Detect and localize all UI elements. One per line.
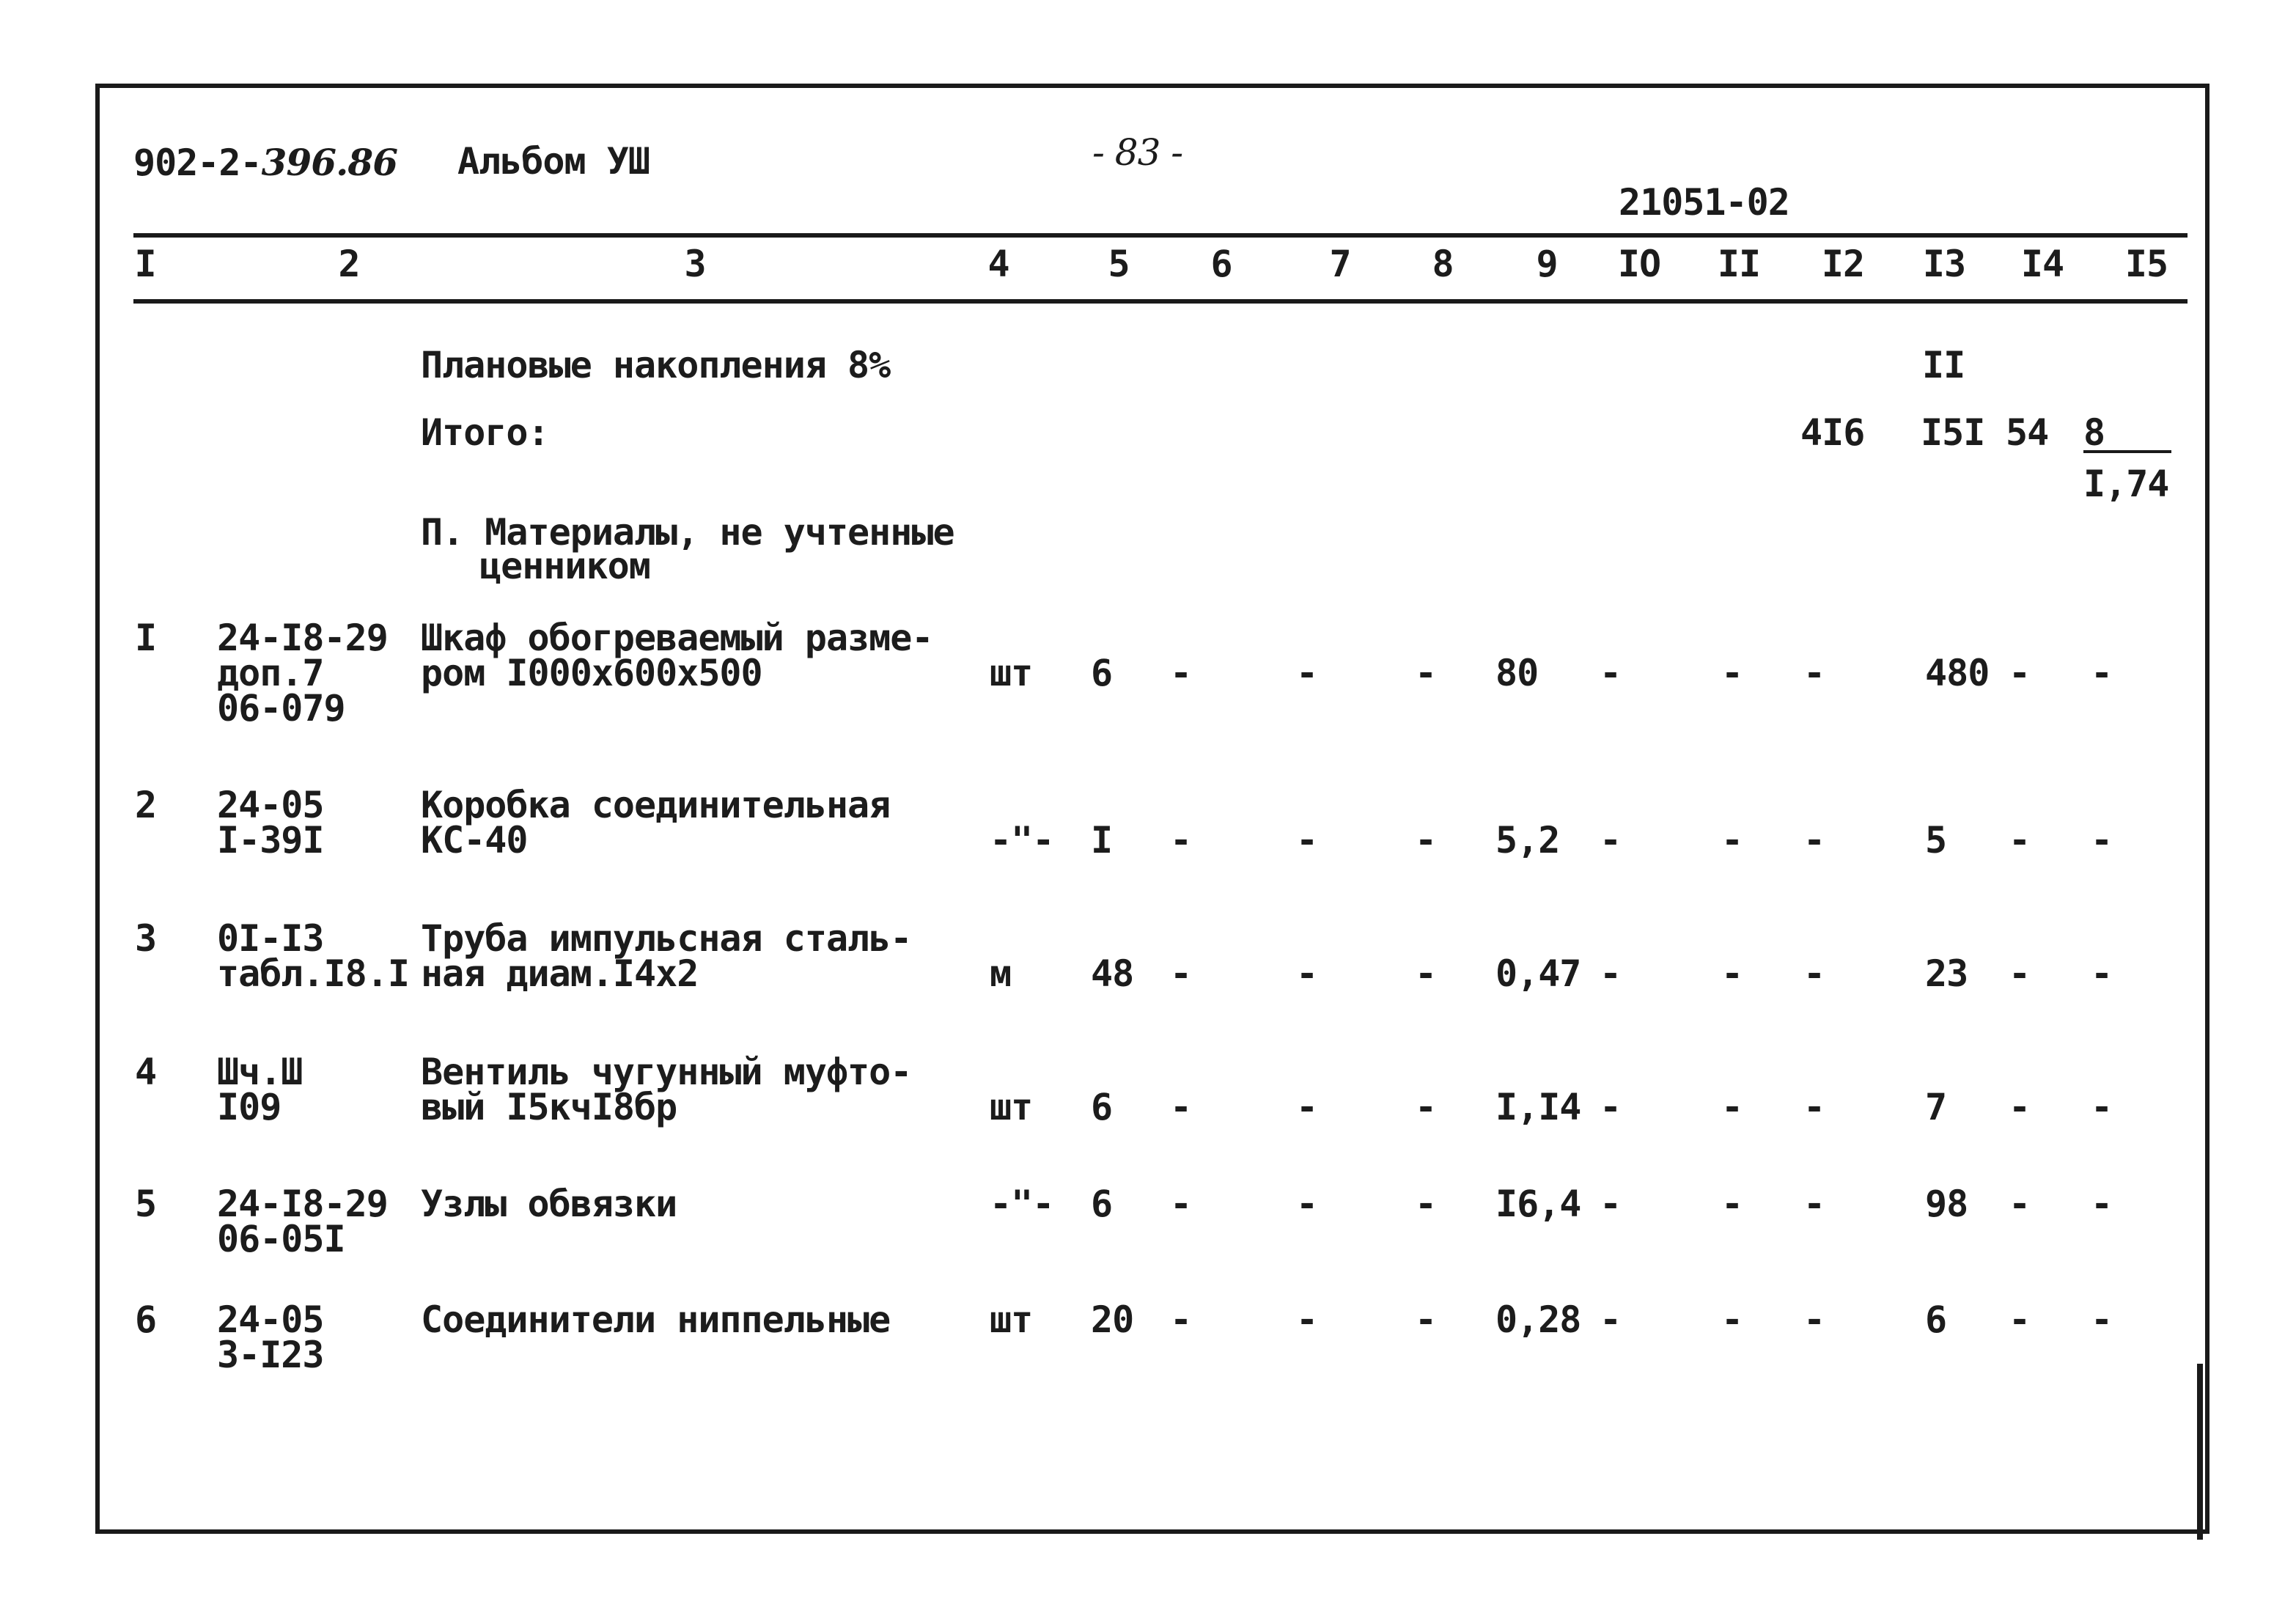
- price-code-line: 06-079: [217, 687, 345, 730]
- col15-dash: -: [2091, 952, 2113, 995]
- col15-dash: -: [2091, 819, 2113, 861]
- col15-dash: -: [2091, 1298, 2113, 1341]
- sheet-code: 21051-02: [1619, 181, 1789, 224]
- column-number-6: 6: [1210, 243, 1232, 285]
- quantity: 6: [1091, 1183, 1113, 1225]
- col10-dash: -: [1600, 1086, 1622, 1128]
- quantity: 48: [1091, 952, 1134, 995]
- section-title-line2: ценником: [479, 545, 650, 587]
- col7-dash: -: [1296, 1086, 1318, 1128]
- column-number-12: I2: [1821, 243, 1865, 285]
- section-title-line1: П. Материалы, не учтенные: [421, 511, 954, 554]
- material-name-line: КС-40: [421, 819, 528, 861]
- col15-dash: -: [2091, 1183, 2113, 1225]
- material-name-line: Соединители ниппельные: [421, 1298, 891, 1341]
- col7-dash: -: [1296, 952, 1318, 995]
- total-cost: 23: [1925, 952, 1968, 995]
- material-name-line: вый I5кчI8бр: [421, 1086, 677, 1128]
- column-number-3: 3: [684, 243, 706, 285]
- total-cost: 480: [1925, 652, 1990, 694]
- material-name-line: ром I000x600x500: [421, 652, 762, 694]
- col6-dash: -: [1170, 819, 1192, 861]
- col8-dash: -: [1415, 652, 1437, 694]
- total-cost: 7: [1925, 1086, 1947, 1128]
- row-number: 3: [135, 917, 157, 960]
- col10-dash: -: [1600, 1298, 1622, 1341]
- unit-price: I,I4: [1495, 1086, 1581, 1128]
- col11-dash: -: [1721, 1086, 1743, 1128]
- price-code-line: 3-I23: [217, 1334, 324, 1376]
- col8-dash: -: [1415, 1183, 1437, 1225]
- total-col14: 54: [2006, 411, 2049, 454]
- price-code-line: 24-I8-29: [217, 1183, 388, 1225]
- col10-dash: -: [1600, 652, 1622, 694]
- col12-dash: -: [1803, 1298, 1825, 1341]
- material-name-line: Вентиль чугунный муфто-: [421, 1051, 912, 1093]
- quantity: 6: [1091, 652, 1113, 694]
- col10-dash: -: [1600, 1183, 1622, 1225]
- col7-dash: -: [1296, 1183, 1318, 1225]
- total-col12: 4I6: [1800, 411, 1865, 454]
- row-number: I: [135, 617, 157, 659]
- unit: шт: [990, 1298, 1033, 1341]
- column-number-8: 8: [1432, 243, 1454, 285]
- header-top-rule: [133, 233, 2188, 238]
- col12-dash: -: [1803, 1183, 1825, 1225]
- col6-dash: -: [1170, 952, 1192, 995]
- price-code-line: 06-05I: [217, 1218, 345, 1260]
- column-number-1: I: [134, 243, 156, 285]
- col15-dash: -: [2091, 1086, 2113, 1128]
- col11-dash: -: [1721, 1183, 1743, 1225]
- unit-price: 0,28: [1495, 1298, 1581, 1341]
- column-number-13: I3: [1922, 243, 1966, 285]
- quantity: 20: [1091, 1298, 1134, 1341]
- total-cost: 5: [1925, 819, 1947, 861]
- col11-dash: -: [1721, 1298, 1743, 1341]
- col11-dash: -: [1721, 952, 1743, 995]
- page-number: - 83 -: [1092, 131, 1183, 174]
- unit: -"-: [990, 819, 1054, 861]
- price-code-line: табл.I8.I: [217, 952, 409, 995]
- col14-dash: -: [2009, 1086, 2031, 1128]
- row-number: 5: [135, 1183, 157, 1225]
- column-number-5: 5: [1108, 243, 1130, 285]
- col14-dash: -: [2009, 652, 2031, 694]
- price-code-line: 24-05: [217, 1298, 324, 1341]
- col11-dash: -: [1721, 819, 1743, 861]
- unit: м: [990, 952, 1012, 995]
- col14-dash: -: [2009, 1298, 2031, 1341]
- total-cost: 98: [1925, 1183, 1968, 1225]
- price-code-line: 0I-I3: [217, 917, 324, 960]
- col10-dash: -: [1600, 819, 1622, 861]
- total-col15-bottom: I,74: [2083, 463, 2169, 505]
- frame-edge-mark: [2197, 1364, 2203, 1540]
- column-number-11: II: [1717, 243, 1761, 285]
- price-code-line: Шч.Ш: [217, 1051, 303, 1093]
- col7-dash: -: [1296, 1298, 1318, 1341]
- material-name-line: Шкаф обогреваемый разме-: [421, 617, 933, 659]
- col8-dash: -: [1415, 1298, 1437, 1341]
- col12-dash: -: [1803, 1086, 1825, 1128]
- col14-dash: -: [2009, 819, 2031, 861]
- material-name-line: Коробка соединительная: [421, 784, 891, 826]
- col6-dash: -: [1170, 1086, 1192, 1128]
- unit-price: 5,2: [1495, 819, 1560, 861]
- col15-dash: -: [2091, 652, 2113, 694]
- column-number-14: I4: [2020, 243, 2064, 285]
- price-code-line: 24-05: [217, 784, 324, 826]
- column-number-4: 4: [987, 243, 1009, 285]
- total-col15-top: 8: [2083, 415, 2171, 453]
- price-code-line: I-39I: [217, 819, 324, 861]
- col6-dash: -: [1170, 1183, 1192, 1225]
- unit: шт: [990, 652, 1033, 694]
- column-number-7: 7: [1329, 243, 1351, 285]
- quantity: 6: [1091, 1086, 1113, 1128]
- col7-dash: -: [1296, 652, 1318, 694]
- price-code-line: доп.7: [217, 652, 324, 694]
- col7-dash: -: [1296, 819, 1318, 861]
- quantity: I: [1091, 819, 1113, 861]
- row-number: 6: [135, 1298, 157, 1341]
- row-number: 4: [135, 1051, 157, 1093]
- col8-dash: -: [1415, 819, 1437, 861]
- col14-dash: -: [2009, 1183, 2031, 1225]
- album-label: Альбом УШ: [457, 140, 650, 183]
- col6-dash: -: [1170, 1298, 1192, 1341]
- material-name-line: Труба импульсная сталь-: [421, 917, 912, 960]
- planned-savings-col13: II: [1922, 344, 1965, 386]
- document-code: 902-2-396.86: [133, 141, 397, 184]
- col11-dash: -: [1721, 652, 1743, 694]
- total-label: Итого:: [421, 411, 549, 454]
- total-col13: I5I: [1921, 411, 1985, 454]
- planned-savings-label: Плановые накопления 8%: [421, 344, 891, 386]
- price-code-line: I09: [217, 1086, 282, 1128]
- unit: шт: [990, 1086, 1033, 1128]
- unit-price: I6,4: [1495, 1183, 1581, 1225]
- col14-dash: -: [2009, 952, 2031, 995]
- row-number: 2: [135, 784, 157, 826]
- column-number-15: I5: [2124, 243, 2168, 285]
- material-name-line: Узлы обвязки: [421, 1183, 677, 1225]
- price-code-line: 24-I8-29: [217, 617, 388, 659]
- col10-dash: -: [1600, 952, 1622, 995]
- header-bottom-rule: [133, 299, 2188, 304]
- col12-dash: -: [1803, 819, 1825, 861]
- unit: -"-: [990, 1183, 1054, 1225]
- col6-dash: -: [1170, 652, 1192, 694]
- unit-price: 80: [1495, 652, 1539, 694]
- col12-dash: -: [1803, 652, 1825, 694]
- column-number-9: 9: [1536, 243, 1558, 285]
- unit-price: 0,47: [1495, 952, 1581, 995]
- col8-dash: -: [1415, 1086, 1437, 1128]
- col12-dash: -: [1803, 952, 1825, 995]
- col8-dash: -: [1415, 952, 1437, 995]
- total-cost: 6: [1925, 1298, 1947, 1341]
- material-name-line: ная диам.I4x2: [421, 952, 699, 995]
- column-number-10: IO: [1617, 243, 1661, 285]
- column-number-2: 2: [338, 243, 360, 285]
